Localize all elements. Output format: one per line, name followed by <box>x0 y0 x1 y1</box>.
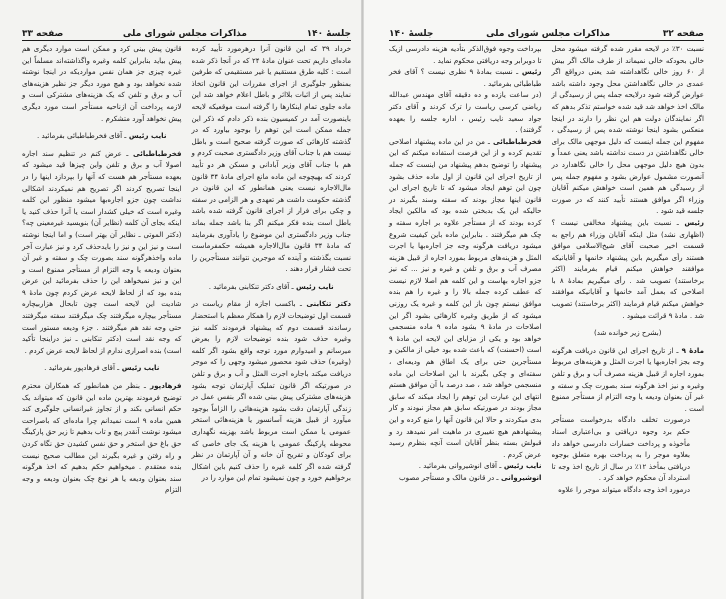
page-32 <box>363 0 726 599</box>
speaker-name: نایب رئیس <box>293 281 334 291</box>
speaker-name: انوشیروانی <box>498 472 542 482</box>
speaker-paragraph <box>22 362 182 374</box>
speaker-paragraph <box>22 148 182 357</box>
page-header <box>389 25 704 41</box>
speech-text: ـ آقای دکتر تنکابنی بفرمائید . <box>208 281 294 291</box>
speaker-paragraph <box>22 130 182 142</box>
speaker-paragraph <box>389 136 542 461</box>
speech-text: ـ نسبت بمادهٔ ۹ نظری نیست ؟ آقای فخر طباطبائی بفرمائید . <box>389 67 542 88</box>
paragraph: قانون پیش بینی کرد و ممکن است موارد دیگری هم پیش بیاید بنابراین کلمه وغیره واگذاشته‌اند مسلماً این غیره چیزی جز همان نفس مواردیکه در اینجا نوشته شده نخواهد بود و هیچ مورد دیگر جز نظیر هزینه‌های آب و برق و تلفن که یک هزینه‌های مشترکی است و لازمه پرداخت آن ازناحیه مستأجر است مورد دیگری پیش نخواهد آورد متشکرم . <box>22 44 182 123</box>
speech-text: ـ در قانون مالک و مستأجر مصوب <box>399 472 499 482</box>
running-title: مذاکرات مجلس شورای ملی <box>486 29 611 39</box>
speaker-name: نایب رئیس <box>501 461 542 471</box>
speaker-paragraph <box>389 472 542 484</box>
text-column-right <box>552 43 705 496</box>
paragraph: (در ساعت یازده و ده دقیقه آقای مهندس عبدالله ریاضی کرسی ریاست را ترک کردند و آقای دکتر جواد سعید نایب رئیس ، اداره جلسه را بعهده گرفتند) . <box>389 90 542 135</box>
paragraph: خرداد ۳۹ که این قانون آنرا درهرمورد تأیید کرده ماده‌ای داریم تحت عنوان مادهٔ ۲۴ که در آنجا ذکر شده است : کلیه طرق مستقیم یا غیر مستقیمی که طرفین بمنظور جلوگیری از اجرای مقررات این قانون اتخاذ نمایند پس از اثبات بلااثر و باطل اعلام خواهد شد این ماده جلوی تمام اینکارها را گرفته است موقعیکه لایحه باینصورت آمد در کمیسیون بنده ذکر دادم که ذکر این جمله ممکن است این توهم را بوجود بیاورد که در گذشته کارهائی که صورت گرفته صحیح است و باطل نیست هم با جناب آقای وزیر دادگستری صحبت کردم و هم با جناب آقای وزیر آبادانی و مسکن هر دو تأیید کردند که بهیچوجه این ماده مانع اجرای مادهٔ ۳۴ قانون مال‌الاجاره نیست یعنی همانطور که این قانون در گذشته حکومت داشت هر تعهدی و هر الزامی در سفته و چکی برای فرار از اجرای قانون گرفته شده باشد باطل است بنده فکر میکنم اگر بنا باشد جمله بماند جناب وزیر دادگستری این موضوع را یادآوری بفرمایند که مادهٔ ۳۴ قانون مال‌الاجاره همیشه حکمفرماست نسبت بگذشته و آینده که موجرین نتوانند مستأجرین را تحت فشار قرار دهند . <box>191 44 352 274</box>
running-title: مذاکرات مجلس شورای ملی <box>122 29 247 39</box>
speaker-paragraph <box>552 217 705 321</box>
page-number: صفحه ۳۳ <box>22 29 64 39</box>
text-column-right <box>192 43 352 496</box>
page-number: صفحه ۳۲ <box>662 29 704 39</box>
page-gutter <box>361 0 364 599</box>
speaker-paragraph <box>389 66 542 89</box>
speech-text: ـ بنظر من همانطور که همکاران محترم توضیح فرمودند بهترین ماده این قانون که میتواند یک حکم انسانی بکند و از تجاوز غیرانسانی جلوگیری کند همین ماده ۹ است نمیدانم چرا ماده‌ای که باصراحت میشود نوشت آنقدر پیچ و تاب بدهیم تا زیر حق پارکینگ حق باغ حق استخر و حق نفس کشیدن حق نگاه کردن و راه رفتن و غیره بگیرند این مطالب صحیح نیست بنده معتقدم . میخواهیم حکم بدهیم که اخذ هرگونه سند بعنوان ودیعه یا هر نوع چک بعنوان ودیعه و وجه التزام <box>22 381 182 495</box>
speaker-name: رئیس <box>678 217 705 227</box>
speech-text: ـ نسبت باین پیشنهاد مخالفی نیست ؟ (اظهاری نشد) مثل اینکه آقایان وزراء هم راجع به قسمت اخیر صحبت آقای شیخ‌الاسلامی موافق هستند رأی میگیریم باین پیشنهاد خانمها و آقایانیکه موافقند خواهش میکنم قیام بفرمایند (اکثر برخاستند) تصویب شد . رأی میگیریم بمادهٔ ۸ با اصلاحی که بعمل آمد خانمها و آقایانیکه موافقند خواهش میکنم قیام فرمایند (اکثر برخاستند) تصویب شد . مادهٔ ۹ قرائت میشود . <box>551 217 705 320</box>
paragraph: نسبت ۳۰٪ در لایحه مقرر شده گرفته میشود محل خالی بحودکه خالی نمیماند از طرف مالک اگر بیش از ۶۰ روز خالی نگاهداشته شد یعنی درواقع اگر عمدی در خالی نگاهداشتن محل وجود داشته باشد عوارض گرفته شود درلایحه جمله پس از رسیدگی از مالک اخذ خواهد شد قید شده خواستم تذکر بدهم که اگر نمایندگان دولت هم این نظر را دارند در اینجا منعکس بشود اینجا نوشته شده پس از رسیدگی ، مفهوم این جمله اینست که دلیل موجهی مالک برای خالی نگاهداشتن در دست نداشته باشد یعنی عمداً و بدون هیچ دلیل موجهی محل را خالی نگاهدارد در آنصورت مشمول عوارض بشود و مفهوم جمله پس از رسیدگی هم همین است خواهش میکنم آقایان وزراء اگر موافق هستند تأیید کنند که در صورت جلسه قید شود . <box>551 44 704 216</box>
paragraph: درمورد اخذ وجه دادگاه میتواند موجر را علاوه <box>558 484 690 494</box>
text-columns <box>22 43 351 496</box>
paragraph: (بشرح زیر خوانده شد) <box>593 328 662 338</box>
speaker-name: مادهٔ ۹ <box>678 345 704 355</box>
speaker-name: فرهادپور <box>145 381 182 391</box>
page-header <box>22 25 351 41</box>
speech-text: ـ آقای فرهادپور بفرمائید . <box>44 363 120 373</box>
speech-text: ـ آقای فخرطباطبائی بفرمائید . <box>37 131 127 141</box>
speaker-name: فخرطباطبائی <box>489 136 542 146</box>
speaker-name: دکتر تنکابنی <box>301 299 352 309</box>
paragraph: درصورت تخلف دادگاه بدرخواست مستأجر حکم برد وجوه دریافتی و بی‌اعتباری اسناد مأخوذه و پرداخت خسارات دادرسی خواهد داد بعلاوه موجر را به پرداخت بهره متعلق بوجوه دریافتی بمأخذ ۱۲٪ در سال از تاریخ اخذ وجه تا استرداد آن محکوم خواهد کرد . <box>551 415 690 483</box>
speaker-paragraph <box>22 380 182 496</box>
speech-text: ـ از تاریخ اجرای این قانون دریافت هرگونه وجه بجز اجاره‌بها یا اجرت المثل و هزینه‌های مربوط بمورد اجاره از قبیل هزینه مصرف آب و برق و تلفن وغیره و نیز اخذ هرگونه سند بصورت چک و سفته و غیر آن بعنوان ودیعه یا وجه التزام از مستأجر ممنوع است . <box>551 345 704 413</box>
paragraph: بپرداخت وجوه فوق‌الذکر بتأدیه هزینه دادرسی ازیک تا دوبرابر وجه دریافتی محکوم نماید . <box>389 44 542 65</box>
speaker-paragraph <box>192 281 352 293</box>
speech-text: ـ عرض کنم در تنظیم سند اجاره اصولا آب و برق و تلفن واین چیزها قید میشود که بعهده مستأجر هم هست که آنها را بپردازد اینها را در اینجا تصریح کردند اگر تصریح هم نمیکردند اشکالی نداشت چون جزو اجاره‌بها میشود منظور این کلمه وغیره است که خیلی کشدار است یا آنرا حذف کنید یا اینکه بجای آن کلمه (نظایر آن) بنویسید غیرمعینی چه؟ (دکتر الموتی ـ نظایر آن بهتر است) و اما اینجا نوشته است و نیز این و نیز را بایدحذف کرد و نیز عبارت آخر ماده واخذهرگونه سند بصورت چک و سفته و غیر آن بعنوان ودیعه یا وجه التزام از مستأجر ممنوع است و این و نیز نمیخواهد این را حذف بفرمائید این عرض بنده بود که از لحاظ لایحه عرض کردم چون مادهٔ ۹ شادیت این لایحه است چون تابحال هزاربیچاره مستأجر بیچاره میگرفتند چک میگرفتند سفته میگرفتند حتی وجه نقد هم میگرفتند . جزء ودیعه مستور است که وجه نقد است (دکتر تنکابنی ـ نیز دراینجا تأکید است) بنده اصراری ندارم از لحاظ لایحه عرض کردم . <box>22 148 182 355</box>
speaker-name: نایب رئیس <box>119 363 160 373</box>
speaker-name: رئیس <box>518 67 542 77</box>
speaker-paragraph <box>552 345 705 415</box>
speech-text: ـ آقای انوشیروانی بفرمائید . <box>418 461 502 471</box>
speaker-name: نایب رئیس <box>126 131 167 141</box>
speech-text: ـ من در این ماده پیشنهاد اصلاحی تقدیم کرده و از این فرصت استفاده میکنم که این پیشنهاد را توضیح بدهم پیشنهاد من اینست که جمله از تاریخ اجرای این قانون از اول ماده حذف بشود چون این توهم ایجاد میشود که تا تاریخ اجرای این قانون اینها مجاز بودند که سفته وسند بگیرند در حالیکه این یک بدبختی شده بود که مالکین ایجاد کرده بودند که از مستأجر علاوه بر اجاره سفته و چک هم میگرفتند . بنابراین ماده باین کیفیت شروع میشود دریافت هرگونه وجه جز اجاره‌بها یا اجرت المثل و هزینه‌های مربوط بمورد اجاره از قبیل هزینه مصرف آب و برق و تلفن و غیره و نیز ... که نیز جزو اجاره بهاست و این کلمه هم اصلا لازم نیست که عطف کرده جمله بالا را و غیره را هم بنده موافق نیستم چون باز این کلمه و غیره یک روزنی میشود که از طریق وغیره کارهائی بشود اگر این اصلاحات در مادهٔ ۹ بشود ماده ۹ ماده منسجمی خواهد بود و یکی از مزایای این لایحه این مادهٔ ۹ است (احسنت) که باعث شده بود خیلی از مالکین و مستأجرین حتی برای یک اطاق هم ودیعه‌ای ، سفته‌ای و چکی بگیرند با این اصلاحات این ماده منسجمی خواهد شد ، صد درصد با آن موافق هستم انتهای این عبارت این توهم را ایجاد میکند که سابق مجاز بودند در صورتیکه سابق هم مجاز نبودند و کار بدی میکردند و حالا این قانون آنها را منع کرده و این پیشنهادهم هیچ تغییری در ماهیت امر نمیدهد رد و قبولش بسته بنظر آقایان است آنچه بنظرم رسید عرض کردم . <box>389 136 542 459</box>
text-columns <box>389 43 704 496</box>
session-number: جلسهٔ ۱۴۰ <box>306 29 351 39</box>
speech-text: ـ باکسب اجازه از مقام ریاست در قسمت اول توضیحات لازم را همکار معظم با استحضار رساندند قسمت دوم که پیشنهاد فرمودند کلمه نیز وغیره حذف شود بنده توضیحات لازم را بعرض میرسانم و امیدوارم مورد توجه واقع بشود اگر کلمه (وغیره) حذف شود محصور میشود وجهی را که موجر دریافت میکند باجاره اجرت المثل و آب و برق و تلفن در صورتیکه اگر قانون تملیک آپارتمان توجه بشود هزینه‌های مشترکی پیش بینی شده اگر بنفس عمل در زندگی آپارتمان دقت بشود هزینه‌هائی را الزاماً بوجود میآورد از قبیل هزینه آسانسور یا هزینه‌هائی استخر عمومی یا ممکن است مربوط باشد بهزینه نگهداری محوطه پارکینگ عمومی یا هزینه یک جای خاصی که برای کودکان و تفریح آن خانه و آن آپارتمان در نظر گرفته شده اگر کلمه غیره را حذف کنیم باین اشکال برخواهیم خورد و چون نمیشود تمام این موارد را در <box>191 299 351 483</box>
text-column-left <box>22 43 182 496</box>
session-number: جلسهٔ ۱۴۰ <box>389 29 434 39</box>
speaker-paragraph <box>389 460 542 472</box>
text-column-left <box>389 43 542 496</box>
speaker-name: فخرطباطبائی <box>128 148 182 158</box>
speaker-paragraph <box>192 298 352 484</box>
